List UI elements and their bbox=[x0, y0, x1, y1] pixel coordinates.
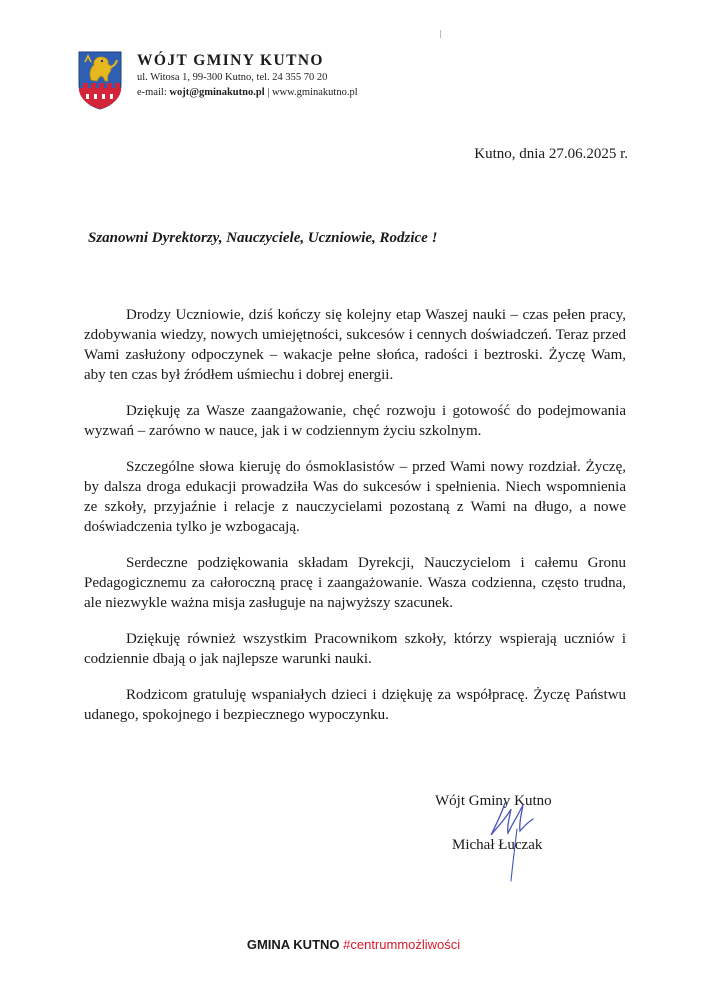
signatory-title: Wójt Gminy Kutno bbox=[435, 793, 552, 809]
website-link[interactable]: | www.gminakutno.pl bbox=[264, 87, 358, 98]
paragraph: Drodzy Uczniowie, dziś kończy się kolejny etap Waszej nauki – czas pełen pracy, zdobywania wiedzy, nowych umiejętności, sukcesów i cennych doświadczeń. Teraz przed Wami zasłużony odpoczynek – wakacje pełne słońca, radości i beztroski. Życzę Wam, aby ten czas był źródłem uśmiechu i dobrej energii. bbox=[84, 307, 626, 383]
paragraph: Dziękuję również wszystkim Pracownikom szkoły, którzy wspierają uczniów i codziennie dbają o jak najlepsze warunki nauki. bbox=[84, 631, 626, 667]
paragraph: Serdeczne podziękowania składam Dyrekcji, Nauczycielom i całemu Gronu Pedagogicznemu za całoroczną pracę i zaangażowanie. Wasza codzienna, często trudna, ale niezwykle ważna misja zasługuje na najwyższy szacunek. bbox=[84, 555, 626, 611]
letterhead bbox=[137, 52, 358, 100]
scan-artifact bbox=[440, 30, 441, 38]
letterhead-address: ul. Witosa 1, 99-300 Kutno, tel. 24 355 70 20 bbox=[137, 72, 328, 83]
letterhead-title: WÓJT GMINY KUTNO bbox=[137, 52, 324, 69]
paragraph: Rodzicom gratuluję wspaniałych dzieci i dziękuję za współpracę. Życzę Państwu udanego, spokojnego i bezpiecznego wypoczynku. bbox=[84, 687, 626, 723]
signature-block bbox=[435, 793, 635, 883]
coat-of-arms-icon bbox=[77, 50, 123, 110]
letterhead-contact bbox=[137, 85, 358, 100]
salutation: Szanowni Dyrektorzy, Nauczyciele, Uczniowie, Rodzice ! bbox=[88, 230, 438, 246]
footer-name: GMINA KUTNO bbox=[246, 937, 340, 952]
signatory-name: Michał Łuczak bbox=[452, 837, 543, 853]
email-link[interactable]: wojt@gminakutno.pl bbox=[169, 87, 265, 98]
footer-hashtag: #centrummożliwości bbox=[339, 937, 461, 952]
footer-slogan bbox=[0, 937, 707, 952]
paragraph: Szczególne słowa kieruję do ósmoklasistów – przed Wami nowy rozdział. Życzę, by dalsza droga edukacji prowadziła Was do sukcesów i spełnienia. Niech wspomnienia ze szkoły, przyjaźnie i relacje z nauczycielami pozostaną z Wami na długo, a nowe doświadczenia tylko je wzbogacają. bbox=[84, 459, 626, 535]
email-label: e-mail: bbox=[137, 87, 170, 98]
paragraph: Dziękuję za Wasze zaangażowanie, chęć rozwoju i gotowość do podejmowania wyzwań – zarówno w nauce, jak i w codziennym życiu szkolnym. bbox=[84, 403, 626, 439]
date-line: Kutno, dnia 27.06.2025 r. bbox=[474, 146, 628, 162]
letter-body bbox=[84, 305, 626, 741]
